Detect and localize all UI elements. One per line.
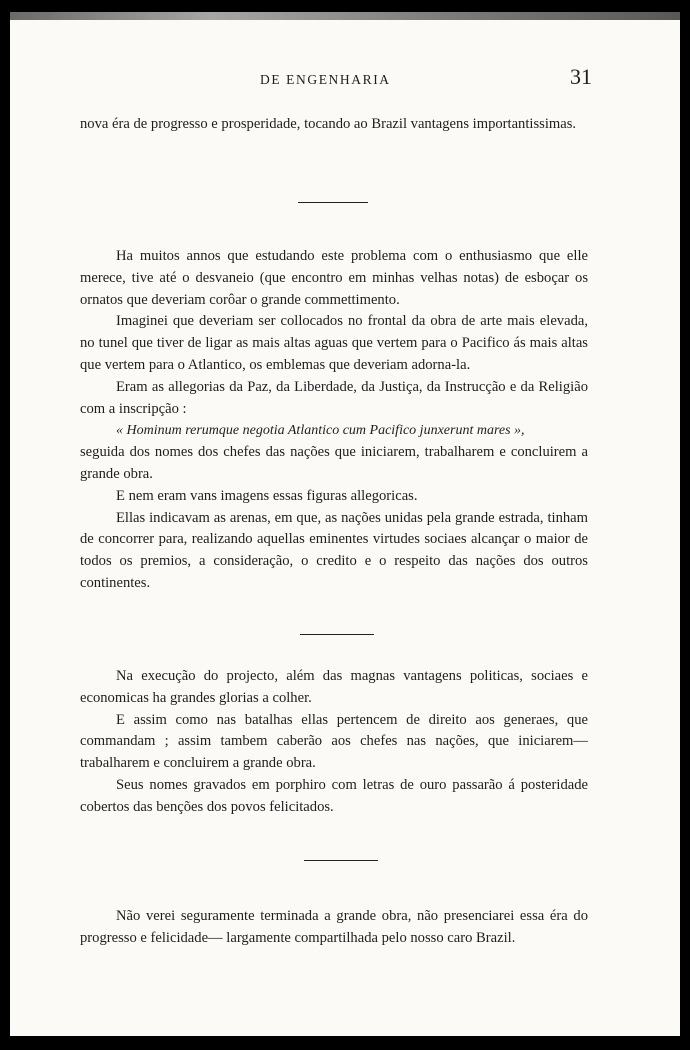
paragraph: seguida dos nomes dos chefes das nações que iniciarem, trabalharem e concluirem a grande obra. [80, 444, 588, 482]
paragraph: E assim como nas batalhas ellas pertencem de direito aos generaes, que commandam ; assim tambem caberão aos chefes nas nações, que iniciarem— trabalharem e concluirem a grande obra. [80, 711, 588, 772]
paragraph: nova éra de progresso e prosperidade, tocando ao Brazil vantagens importantissimas. [80, 116, 577, 132]
section-block [80, 666, 588, 819]
paragraph: Ha muitos annos que estudando este problema com o enthusiasmo que elle merece, tive até o desvaneio (que encontro em minhas velhas notas) de esboçar os ornatos que deveriam corôar o grande commettimento. [80, 248, 588, 308]
page-number: 31 [570, 64, 592, 89]
paragraph: Imaginei que deveriam ser collocados no frontal da obra de arte mais elevada, no tunel que tiver de ligar as mais altas aguas que vertem para o Pacifico ás mais altas que vertem para o Atlantico, os emblemas que deveriam adorna-la. [80, 313, 588, 373]
section-block [80, 246, 588, 595]
paragraph: Na execução do projecto, além das magnas vantagens politicas, sociaes e economicas ha grandes glorias a colher. [80, 668, 588, 706]
book-page [10, 12, 680, 1036]
section-block [80, 906, 588, 950]
section-divider [304, 860, 378, 861]
page-top-edge [10, 12, 680, 20]
paragraph: Eram as allegorias da Paz, da Liberdade, da Justiça, da Instrucção e da Religião com a inscripção : [80, 378, 588, 417]
section-divider [300, 634, 374, 635]
paragraph: Ellas indicavam as arenas, em que, as nações unidas pela grande estrada, tinham de concorrer para, realizando aquellas eminentes virtudes sociaes alcançar o maior de todos os premios, a consideração, o credito e o respeito das nações dos outros continentes. [80, 509, 588, 591]
running-title: DE ENGENHARIA [260, 72, 391, 87]
paragraph-continuation-block [80, 114, 588, 136]
paragraph: Não verei seguramente terminada a grande obra, não presenciarei essa éra do progresso e felicidade— largamente compartilhada pelo nosso caro Brazil. [80, 908, 588, 946]
latin-inscription: « Hominum rerumque negotia Atlantico cum Pacifico junxerunt mares », [116, 423, 525, 439]
paragraph: E nem eram vans imagens essas figuras allegoricas. [116, 487, 418, 504]
paragraph: Seus nomes gravados em porphiro com letras de ouro passarão á posteridade cobertos das benções dos povos felicitados. [80, 776, 588, 815]
section-divider [298, 202, 368, 203]
